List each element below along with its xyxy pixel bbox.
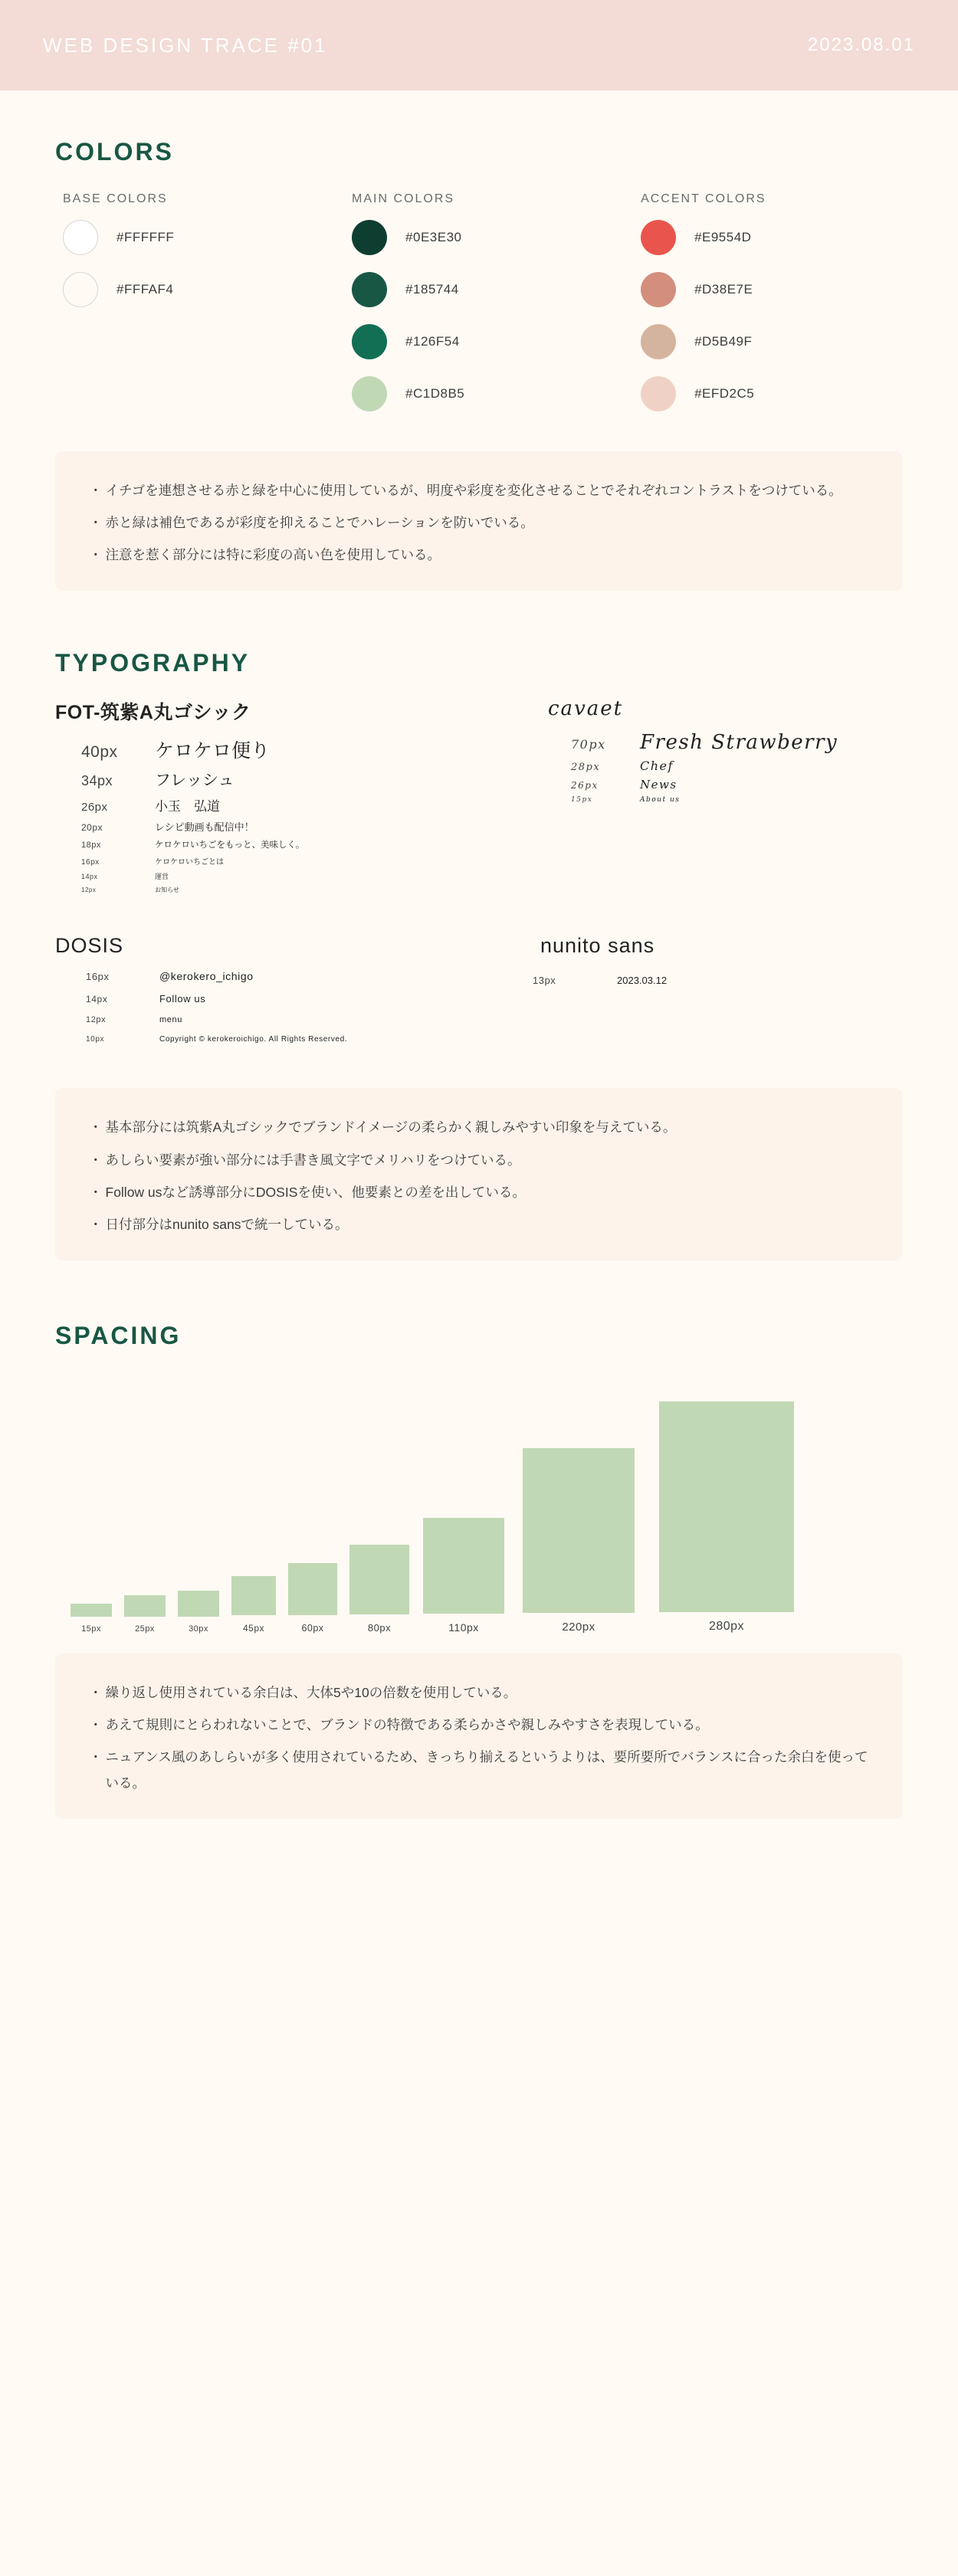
type-family-fot: [55, 697, 479, 899]
color-group-accent: [641, 192, 903, 428]
type-sample: ケロケロいちごとは: [155, 858, 224, 867]
type-sample: About us: [640, 796, 681, 805]
type-row: [81, 855, 479, 867]
type-size-label: 40px: [81, 743, 118, 762]
type-family-nunito: [479, 934, 903, 1048]
note-item: [89, 477, 869, 503]
typography-section: [55, 591, 903, 1260]
type-row: [571, 731, 903, 754]
bullet-icon: ・: [89, 1152, 103, 1168]
note-item: [89, 542, 869, 568]
type-family-name: FOT-筑紫A丸ゴシック: [55, 702, 251, 724]
note-item: [89, 1744, 869, 1796]
bar-label: 110px: [448, 1621, 479, 1634]
type-row: [81, 838, 479, 850]
typography-section-title: TYPOGRAPHY: [55, 649, 251, 677]
color-group-title: ACCENT COLORS: [641, 192, 766, 205]
type-size-label: 10px: [86, 1035, 105, 1044]
bullet-icon: ・: [89, 1717, 103, 1732]
color-group-title: BASE COLORS: [63, 192, 168, 205]
color-swatch: [63, 220, 98, 255]
color-group-base: [63, 192, 352, 428]
bar-item: [124, 1595, 166, 1634]
bar-item: [349, 1545, 409, 1634]
bar-item: [659, 1401, 794, 1634]
type-sample: menu: [159, 1015, 182, 1025]
bar-item: [231, 1576, 276, 1634]
type-family-name: cavaet: [548, 697, 624, 721]
spacing-section: [55, 1260, 903, 1820]
colors-notes: [55, 451, 903, 591]
note-item: [89, 1147, 869, 1173]
type-row: [86, 993, 479, 1005]
page-header: [0, 0, 958, 90]
bullet-icon: ・: [89, 1684, 103, 1700]
type-rows: [479, 731, 903, 804]
type-row-group-2: [55, 934, 903, 1048]
type-row: [81, 736, 479, 763]
bar: [349, 1545, 409, 1614]
type-row: [81, 768, 479, 791]
note-text: 基本部分には筑紫A丸ゴシックでブランドイメージの柔らかく親しみやすい印象を与えている。: [105, 1119, 677, 1136]
note-item: [89, 510, 869, 536]
type-sample: レシピ動画も配信中！: [155, 821, 254, 834]
type-size-label: 28px: [571, 762, 601, 774]
note-text: 繰り返し使用されている余白は、大体5や10の倍数を使用している。: [105, 1684, 517, 1700]
color-group-title: MAIN COLORS: [352, 192, 455, 205]
colors-section-title: COLORS: [55, 138, 174, 166]
note-text: あえて規則にとらわれないことで、ブランドの特徴である柔らかさや親しみやすさを表現している。: [105, 1717, 709, 1732]
bar: [124, 1595, 166, 1617]
type-rows: [55, 736, 479, 894]
color-swatch: [641, 324, 676, 359]
bar-label: 80px: [367, 1621, 392, 1634]
swatch-row: [63, 272, 352, 307]
type-size-label: 26px: [81, 801, 108, 814]
type-row: [81, 819, 479, 834]
swatch-row: [641, 272, 903, 307]
swatch-row: [352, 324, 641, 359]
type-row: [81, 795, 479, 814]
bar: [71, 1604, 112, 1617]
type-sample: 小玉 弘道: [155, 799, 220, 814]
color-hex-label: #185744: [405, 282, 459, 297]
type-row: [86, 1035, 479, 1044]
swatch-row: [641, 376, 903, 411]
type-sample: ケロケロ便り: [155, 740, 271, 762]
bullet-icon: ・: [89, 1216, 103, 1232]
type-size-label: 16px: [81, 858, 100, 867]
type-size-label: 34px: [81, 773, 113, 789]
color-hex-label: #EFD2C5: [694, 386, 755, 401]
type-sample: 2023.03.12: [617, 975, 668, 987]
spacing-section-title: SPACING: [55, 1321, 182, 1349]
type-size-label: 15px: [571, 796, 593, 805]
bullet-icon: ・: [89, 483, 103, 498]
note-text: 赤と緑は補色であるが彩度を抑えることでハレーションを防いでいる。: [105, 515, 534, 531]
type-size-label: 16px: [86, 971, 110, 983]
color-hex-label: #D5B49F: [694, 334, 753, 349]
color-hex-label: #FFFAF4: [116, 282, 174, 297]
page-content: [0, 90, 958, 1819]
color-hex-label: #E9554D: [694, 230, 752, 244]
type-sample: Fresh Strawberry: [640, 731, 838, 755]
bar-item: [423, 1518, 504, 1634]
note-text: Follow usなど誘導部分にDOSISを使い、他要素との差を出している。: [105, 1184, 526, 1200]
type-row: [533, 975, 903, 986]
bullet-icon: ・: [89, 547, 103, 563]
bar-item: [178, 1591, 219, 1634]
type-size-label: 14px: [86, 994, 108, 1005]
type-size-label: 14px: [81, 873, 98, 881]
color-hex-label: #C1D8B5: [405, 386, 465, 401]
bar: [178, 1591, 219, 1617]
swatch-row: [63, 220, 352, 255]
swatch-row: [352, 376, 641, 411]
bullet-icon: ・: [89, 1749, 103, 1765]
color-hex-label: #126F54: [405, 334, 460, 349]
type-row: [81, 886, 479, 894]
type-row: [571, 759, 903, 773]
bullet-icon: ・: [89, 1119, 103, 1136]
bar: [231, 1576, 276, 1615]
bar: [523, 1448, 635, 1613]
bar: [423, 1518, 504, 1614]
color-columns: [55, 192, 903, 428]
spacing-notes: [55, 1653, 903, 1820]
type-rows: [55, 970, 479, 1044]
bar-label: 30px: [189, 1624, 208, 1634]
color-swatch: [352, 220, 387, 255]
bar-label: 220px: [562, 1620, 595, 1634]
note-text: 日付部分はnunito sansで統一している。: [105, 1216, 349, 1232]
type-row: [571, 796, 903, 804]
type-size-label: 70px: [571, 737, 606, 752]
type-row: [571, 778, 903, 791]
type-family-name: DOSIS: [55, 934, 124, 958]
type-family-cavaet: [479, 697, 903, 899]
type-family-dosis: [55, 934, 479, 1048]
color-swatch: [352, 376, 387, 411]
color-group-main: [352, 192, 641, 428]
type-sample: 運営: [155, 873, 169, 881]
bar-item: [288, 1563, 337, 1634]
color-swatch: [352, 324, 387, 359]
type-row: [86, 1015, 479, 1024]
color-hex-label: #D38E7E: [694, 282, 753, 297]
type-row-group-1: [55, 697, 903, 899]
type-sample: Copyright © kerokeroichigo. All Rights Reserved.: [159, 1035, 348, 1044]
color-swatch: [641, 272, 676, 307]
type-sample: @kerokero_ichigo: [159, 970, 254, 983]
color-swatch: [641, 220, 676, 255]
bar: [288, 1563, 337, 1615]
note-item: [89, 1114, 869, 1140]
type-rows: [479, 975, 903, 986]
type-size-label: 12px: [86, 1015, 107, 1025]
bar-label: 25px: [135, 1624, 155, 1634]
note-text: 注意を惹く部分には特に彩度の高い色を使用している。: [105, 547, 441, 563]
type-sample: ケロケロいちごをもっと、美味しく。: [155, 841, 305, 850]
color-hex-label: #FFFFFF: [116, 230, 175, 244]
type-size-label: 13px: [533, 975, 556, 987]
page-title: WEB DESIGN TRACE #01: [43, 33, 328, 57]
type-family-name: nunito sans: [540, 934, 655, 958]
bar: [659, 1401, 794, 1612]
bullet-icon: ・: [89, 515, 103, 531]
type-size-label: 26px: [571, 780, 599, 791]
note-item: [89, 1712, 869, 1738]
type-sample: お知らせ: [155, 887, 179, 894]
type-sample: News: [640, 778, 677, 792]
swatch-row: [352, 272, 641, 307]
colors-section: [55, 90, 903, 591]
swatch-row: [641, 324, 903, 359]
color-swatch: [352, 272, 387, 307]
note-text: イチゴを連想させる赤と緑を中心に使用しているが、明度や彩度を変化させることでそれぞれコントラストをつけている。: [105, 483, 842, 498]
color-swatch: [63, 272, 98, 307]
type-size-label: 20px: [81, 822, 103, 834]
bar-label: 45px: [242, 1622, 265, 1634]
bullet-icon: ・: [89, 1184, 103, 1200]
typography-notes: [55, 1088, 903, 1260]
swatch-row: [641, 220, 903, 255]
type-size-label: 18px: [81, 841, 101, 850]
note-text: ニュアンス風のあしらいが多く使用されているため、きっちり揃えるというよりは、要所要所でバランスに合った余白を使っている。: [105, 1749, 868, 1791]
note-item: [89, 1211, 869, 1237]
type-sample: フレッシュ: [155, 772, 235, 790]
bar-label: 280px: [708, 1619, 745, 1633]
note-item: [89, 1680, 869, 1706]
type-sample: Follow us: [159, 993, 206, 1005]
bar-item: [523, 1448, 635, 1634]
type-size-label: 12px: [81, 887, 97, 894]
spacing-bar-chart: [55, 1381, 903, 1634]
page-date: 2023.08.01: [807, 34, 915, 55]
color-hex-label: #0E3E30: [405, 230, 462, 244]
bar-label: 60px: [301, 1622, 324, 1634]
note-text: あしらい要素が強い部分には手書き風文字でメリハリをつけている。: [105, 1152, 521, 1168]
bar-item: [71, 1604, 112, 1634]
note-item: [89, 1179, 869, 1205]
swatch-row: [352, 220, 641, 255]
type-row: [81, 871, 479, 881]
type-row: [86, 970, 479, 982]
color-swatch: [641, 376, 676, 411]
type-sample: Chef: [640, 759, 674, 774]
bar-label: 15px: [81, 1624, 101, 1634]
